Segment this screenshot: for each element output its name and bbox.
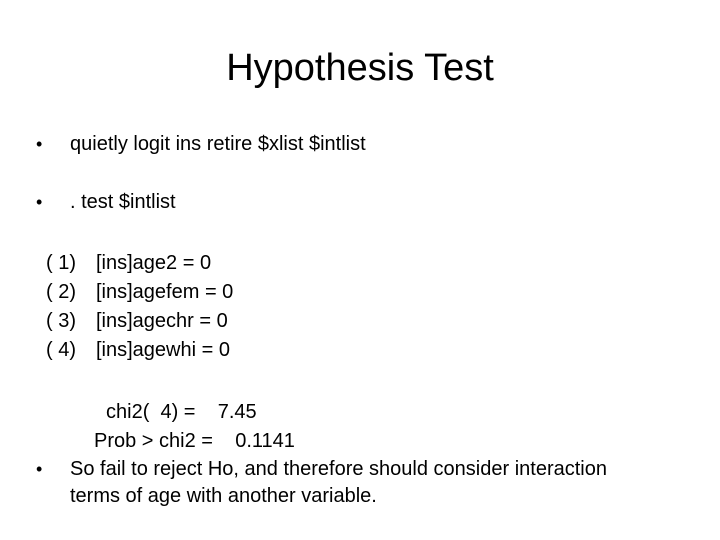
constraint-row — [46, 307, 233, 336]
constraint-number: ( 2) — [46, 281, 76, 303]
constraint-number: ( 4) — [46, 339, 76, 361]
slide-title: Hypothesis Test — [226, 47, 494, 89]
constraint-expression: [ins]age2 = 0 — [96, 252, 212, 274]
bullet-1-text: quietly logit ins retire $xlist $intlist — [70, 133, 366, 155]
constraint-expression: [ins]agewhi = 0 — [96, 339, 230, 361]
constraint-number: ( 1) — [46, 252, 76, 274]
bullet-3-marker: • — [36, 459, 43, 479]
constraint-list — [46, 249, 233, 365]
prob-result: Prob > chi2 = 0.1141 — [94, 430, 295, 452]
constraint-number: ( 3) — [46, 310, 76, 332]
chi2-result: chi2( 4) = 7.45 — [106, 401, 257, 423]
bullet-1-marker: • — [36, 134, 43, 154]
constraint-row — [46, 278, 233, 307]
constraint-expression: [ins]agechr = 0 — [96, 310, 228, 332]
conclusion-text: So fail to reject Ho, and therefore should consider interaction terms of age with another variable. — [70, 458, 607, 507]
constraint-row — [46, 336, 233, 365]
bullet-2-text: . test $intlist — [70, 191, 176, 213]
constraint-expression: [ins]agefem = 0 — [96, 281, 234, 303]
bullet-2-marker: • — [36, 192, 43, 212]
constraint-row — [46, 249, 233, 278]
